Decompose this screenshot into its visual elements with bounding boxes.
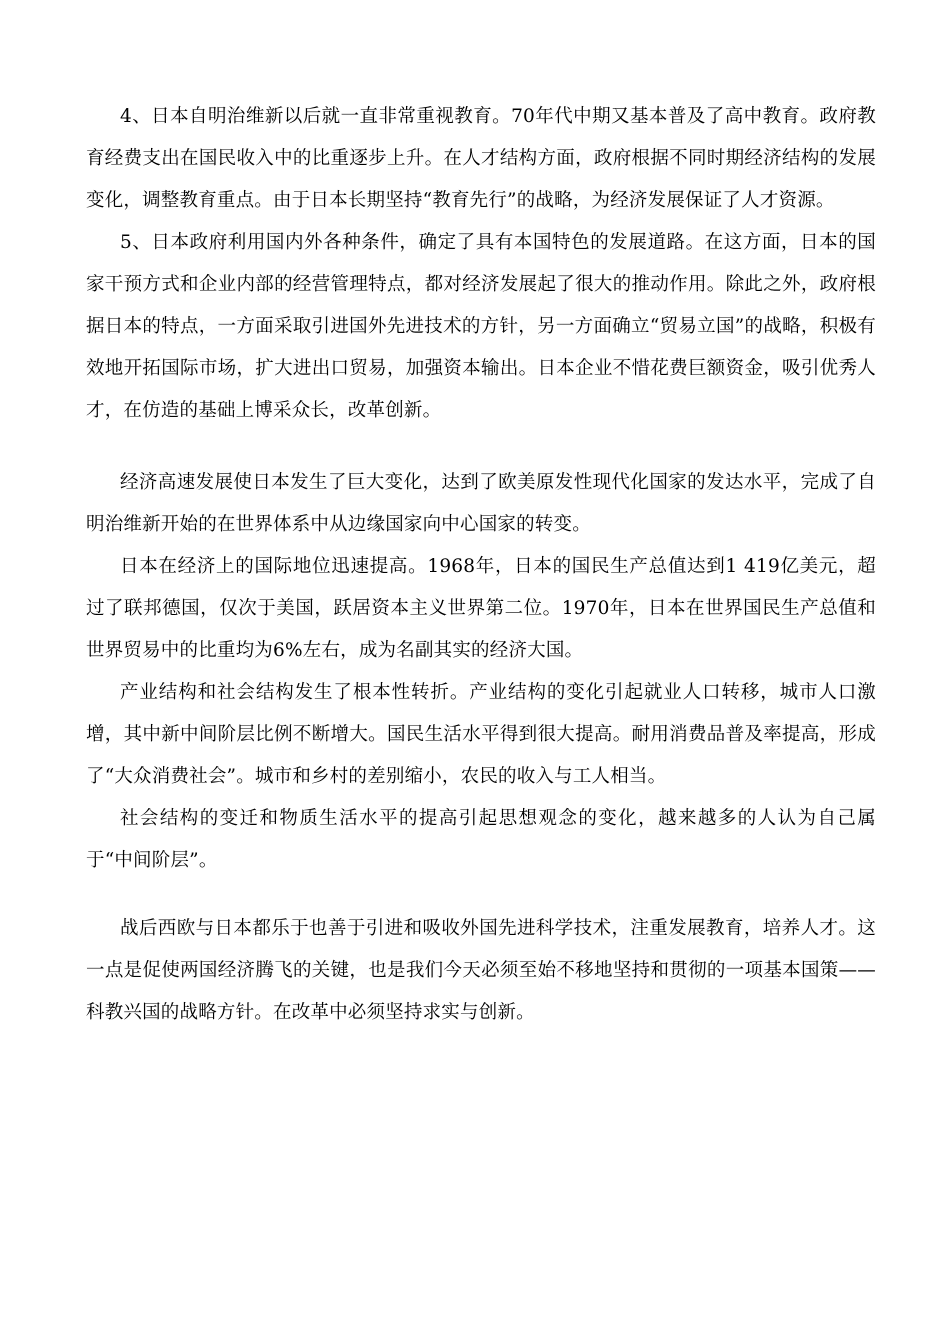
paragraph-international-status: 日本在经济上的国际地位迅速提高。1968年，日本的国民生产总值达到1 419亿美元，超过了联邦德国，仅次于美国，跃居资本主义世界第二位。1970年，日本在世界国民生产总值和世界贸易中的比重均为6%左右，成为名副其实的经济大国。 [86,556,876,661]
paragraph-education: 4、日本自明治维新以后就一直非常重视教育。70年代中期又基本普及了高中教育。政府教育经费支出在国民收入中的比重逐步上升。在人才结构方面，政府根据不同时期经济结构的发展变化，调整教育重点。由于日本长期坚持“教育先行”的战略，为经济发展保证了人才资源。 [86,106,876,211]
paragraph-gap [86,432,876,462]
document-body [86,96,876,1034]
paragraph-gap [86,882,876,908]
paragraph-conclusion: 战后西欧与日本都乐于也善于引进和吸收外国先进科学技术，注重发展教育，培养人才。这一点是促使两国经济腾飞的关键，也是我们今天必须至始不移地坚持和贯彻的一项基本国策——科教兴国的战略方针。在改革中必须坚持求实与创新。 [86,918,876,1023]
paragraph-social-ideas: 社会结构的变迁和物质生活水平的提高引起思想观念的变化，越来越多的人认为自己属于“中间阶层”。 [86,808,876,871]
paragraph-development-path: 5、日本政府利用国内外各种条件，确定了具有本国特色的发展道路。在这方面，日本的国家干预方式和企业内部的经营管理特点，都对经济发展起了很大的推动作用。除此之外，政府根据日本的特点，一方面采取引进国外先进技术的方针，另一方面确立“贸易立国”的战略，积极有效地开拓国际市场，扩大进出口贸易，加强资本输出。日本企业不惜花费巨额资金，吸引优秀人才，在仿造的基础上博采众长，改革创新。 [86,232,876,421]
paragraph-industrial-structure: 产业结构和社会结构发生了根本性转折。产业结构的变化引起就业人口转移，城市人口激增，其中新中间阶层比例不断增大。国民生活水平得到很大提高。耐用消费品普及率提高，形成了“大众消费社会”。城市和乡村的差别缩小，农民的收入与工人相当。 [86,682,876,787]
paragraph-economic-change: 经济高速发展使日本发生了巨大变化，达到了欧美原发性现代化国家的发达水平，完成了自明治维新开始的在世界体系中从边缘国家向中心国家的转变。 [86,472,876,535]
